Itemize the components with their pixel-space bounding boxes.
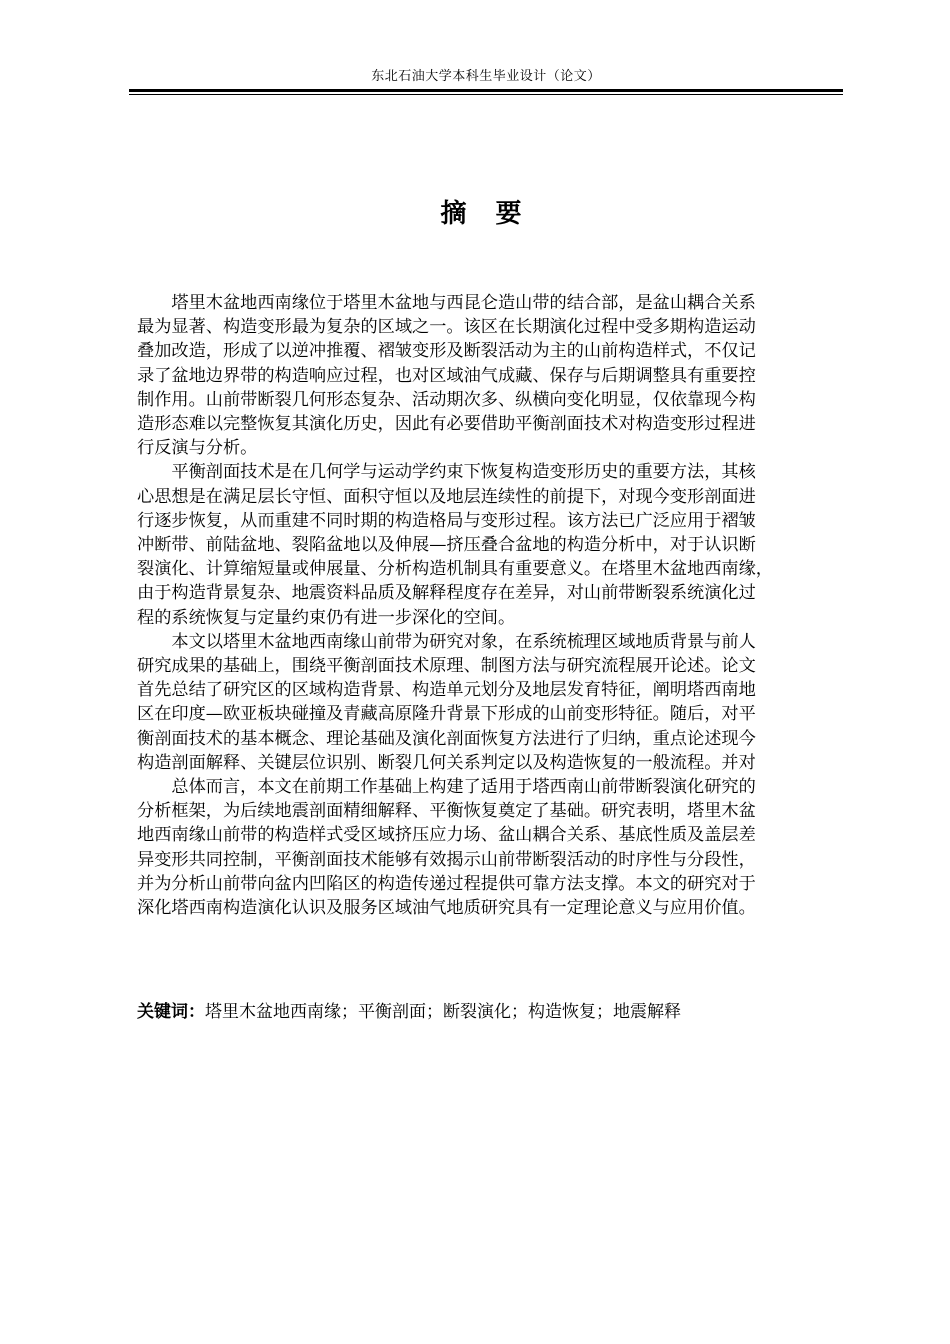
keywords [137, 1000, 849, 1024]
abstract-title: 摘 要 [440, 199, 532, 229]
abstract-paragraph-3: 本文以塔里木盆地西南缘山前带为研究对象，在系统梳理区域地质背景与前人 研究成果的基础上，围绕平衡剖面技术原理、制图方法与研究流程展开论述。论文 首先总结了研究区的区域构造背景、构造单元划分及地层发育特征，阐明塔西南地 区在印度—欧亚板块碰撞及青藏高原隆升背景下形成的山前变形特征。随后，对平 衡剖面技术的基本概念、理论基础及演化剖面恢复方法进行了归纳，重点论述现今 构造剖面解释、关键层位识别、断裂几何关系判定以及构造恢复的一般流程。并对 [137, 631, 756, 773]
header-rule-thin [129, 94, 843, 95]
abstract-paragraph-1: 塔里木盆地西南缘位于塔里木盆地与西昆仑造山带的结合部，是盆山耦合关系 最为显著、构造变形最为复杂的区域之一。该区在长期演化过程中受多期构造运动 叠加改造，形成了以逆冲推覆、褶皱变形及断裂活动为主的山前构造样式，不仅记 录了盆地边界带的构造响应过程，也对区域油气成藏、保存与后期调整具有重要控 制作用。山前带断裂几何形态复杂、活动期次多、纵横向变化明显，仅依靠现今构 造形态难以完整恢复其演化历史，因此有必要借助平衡剖面技术对构造变形过程进 行反演与分析。 [137, 293, 756, 459]
abstract-body [137, 291, 849, 920]
keywords-text: 塔里木盆地西南缘；平衡剖面；断裂演化；构造恢复；地震解释 [205, 1002, 681, 1022]
abstract-paragraph-2: 平衡剖面技术是在几何学与运动学约束下恢复构造变形历史的重要方法，其核 心思想是在满足层长守恒、面积守恒以及地层连续性的前提下，对现今变形剖面进 行逐步恢复，从而重建不同时期的构造格局与变形过程。该方法已广泛应用于褶皱 冲断带、前陆盆地、裂陷盆地以及伸展—挤压叠合盆地的构造分析中，对于认识断 裂演化、计算缩短量或伸展量、分析构造机制具有重要意义。在塔里木盆地西南缘， 由于构造背景复杂、地震资料品质及解释程度存在差异，对山前带断裂系统演化过 程的系统恢复与定量约束仍有进一步深化的空间。 [137, 462, 773, 628]
abstract-paragraph-4: 总体而言，本文在前期工作基础上构建了适用于塔西南山前带断裂演化研究的 分析框架，为后续地震剖面精细解释、平衡恢复奠定了基础。研究表明，塔里木盆 地西南缘山前带的构造样式受区域挤压应力场、盆山耦合关系、基底性质及盖层差 异变形共同控制，平衡剖面技术能够有效揭示山前带断裂活动的时序性与分段性， 并为分析山前带向盆内凹陷区的构造传递过程提供可靠方法支撑。本文的研究对于 深化塔西南构造演化认识及服务区域油气地质研究具有一定理论意义与应用价值。 [137, 777, 756, 919]
running-header: 东北石油大学本科生毕业设计（论文） [371, 69, 601, 84]
header-rule-thick [129, 89, 843, 92]
keywords-label: 关键词： [137, 1002, 205, 1022]
